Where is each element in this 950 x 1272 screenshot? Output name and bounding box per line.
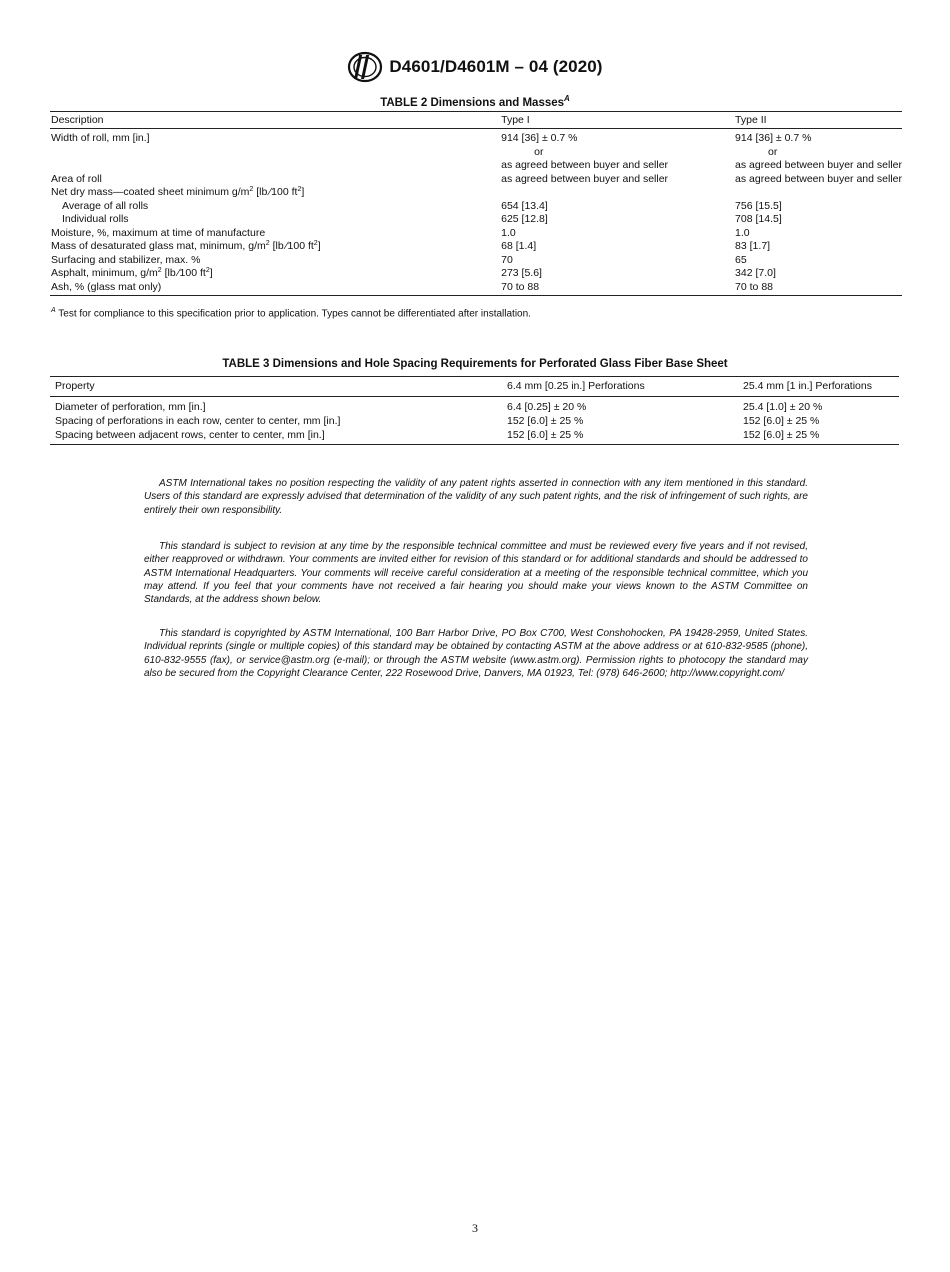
table-header-row	[50, 377, 899, 397]
table-row: Average of all rolls 654 [13.4] 756 [15.5]	[62, 199, 782, 212]
table-row: Individual rolls 625 [12.8] 708 [14.5]	[62, 213, 782, 225]
table-header-row	[50, 112, 902, 129]
table-row: Spacing of perforations in each row, center to center, mm [in.] 152 [6.0] ± 25 % 152 [6.0] ± 25 %	[55, 415, 820, 427]
table-row: Moisture, %, maximum at time of manufacture 1.0 1.0	[51, 226, 750, 239]
table3-caption: TABLE 3 Dimensions and Hole Spacing Requirements for Perforated Glass Fiber Base Sheet	[222, 358, 728, 370]
asphalt-label: Asphalt, minimum, $g/m^2$ [lb ∕100 $ft^2$]	[51, 267, 213, 279]
document-header	[0, 50, 950, 84]
table-row: Width of roll, mm [in.] 914 [36] ± 0.7 % 914 [36] ± 0.7 %	[51, 132, 812, 144]
table-row: Area of roll as agreed between buyer and seller as agreed between buyer and seller	[51, 172, 902, 185]
table-row: Diameter of perforation, mm [in.] 6.4 [0.25] ± 20 % 25.4 [1.0] ± 20 %	[55, 401, 823, 413]
column-header: Type II	[734, 112, 902, 129]
astm-logo	[347, 51, 383, 83]
desaturated-mass-label: Mass of desaturated glass mat, minimum, $g/m^2$ [lb ∕100 $ft^2$]	[51, 240, 321, 252]
table-row: or or	[534, 145, 778, 158]
table-row: Ash, % (glass mat only) 70 to 88 70 to 88	[50, 281, 902, 296]
column-header: Description	[50, 112, 500, 129]
table-row: Spacing between adjacent rows, center to center, mm [in.] 152 [6.0] ± 25 % 152 [6.0] ± 25 %	[50, 428, 899, 445]
revision-notice: This standard is subject to revision at any time by the responsible technical committee and must be reviewed every five years and if not revised, either reapproved or withdrawn. Your comments are invited either for revision of this standard or for additional standards and should be addressed to ASTM International Headquarters. Your comments will receive careful consideration at a meeting of the responsible technical committee, which you may attend. If you feel that your comments have not received a fair hearing you should make your views known to the ASTM Committee on Standards, at the address shown below.	[144, 541, 808, 606]
net-dry-mass-label: Net dry mass—coated sheet minimum $g/m^2$ [lb ∕100 $ft^2$]	[51, 186, 305, 198]
table-row	[50, 186, 902, 200]
column-header: 25.4 mm [1 in.] Perforations	[738, 377, 899, 397]
column-header: 6.4 mm [0.25 in.] Perforations	[502, 377, 738, 397]
dimensions-masses-table	[50, 111, 902, 296]
page-number: 3	[472, 1221, 478, 1235]
hole-spacing-table	[50, 376, 899, 445]
column-header: Type I	[500, 112, 734, 129]
copyright-notice: This standard is copyrighted by ASTM International, 100 Barr Harbor Drive, PO Box C700, West Conshohocken, PA 19428-2959, United States. Individual reprints (single or multiple copies) of this standard may be obtained by contacting ASTM at the above address or at 610-832-9585 (phone), 610-832-9555 (fax), or service@astm.org (e-mail); or through the ASTM website (www.astm.org). Permission rights to photocopy the standard may also be secured from the Copyright Clearance Center, 222 Rosewood Drive, Danvers, MA 01923, Tel: (978) 646-2600; http://www.copyright.com/	[144, 628, 808, 679]
table2-caption: TABLE 2 Dimensions and Masses$^A$	[380, 94, 570, 109]
table2-footnote: $^A$ Test for compliance to this specification prior to application. Types cannot be differentiated after installation.	[51, 307, 531, 320]
table-row: as agreed between buyer and seller as agreed between buyer and seller	[501, 159, 902, 171]
column-header: Property	[50, 377, 502, 397]
patent-notice: ASTM International takes no position respecting the validity of any patent rights asserted in connection with any item mentioned in this standard. Users of this standard are expressly advised that determination of the validity of any such patent rights, and the risk of infringement of such rights, are entirely their own responsibility.	[144, 478, 808, 516]
table-row: Asphalt, minimum, $g/m^2$ [lb ∕100 $ft^2$] 273 [5.6] 342 [7.0]	[51, 267, 776, 279]
document-id: D4601/D4601M – 04 (2020)	[389, 57, 603, 76]
table-row: Surfacing and stabilizer, max. % 70 65	[51, 253, 747, 266]
table-row: Mass of desaturated glass mat, minimum, $g/m^2$ [lb ∕100 $ft^2$] 68 [1.4] 83 [1.7]	[51, 240, 771, 252]
